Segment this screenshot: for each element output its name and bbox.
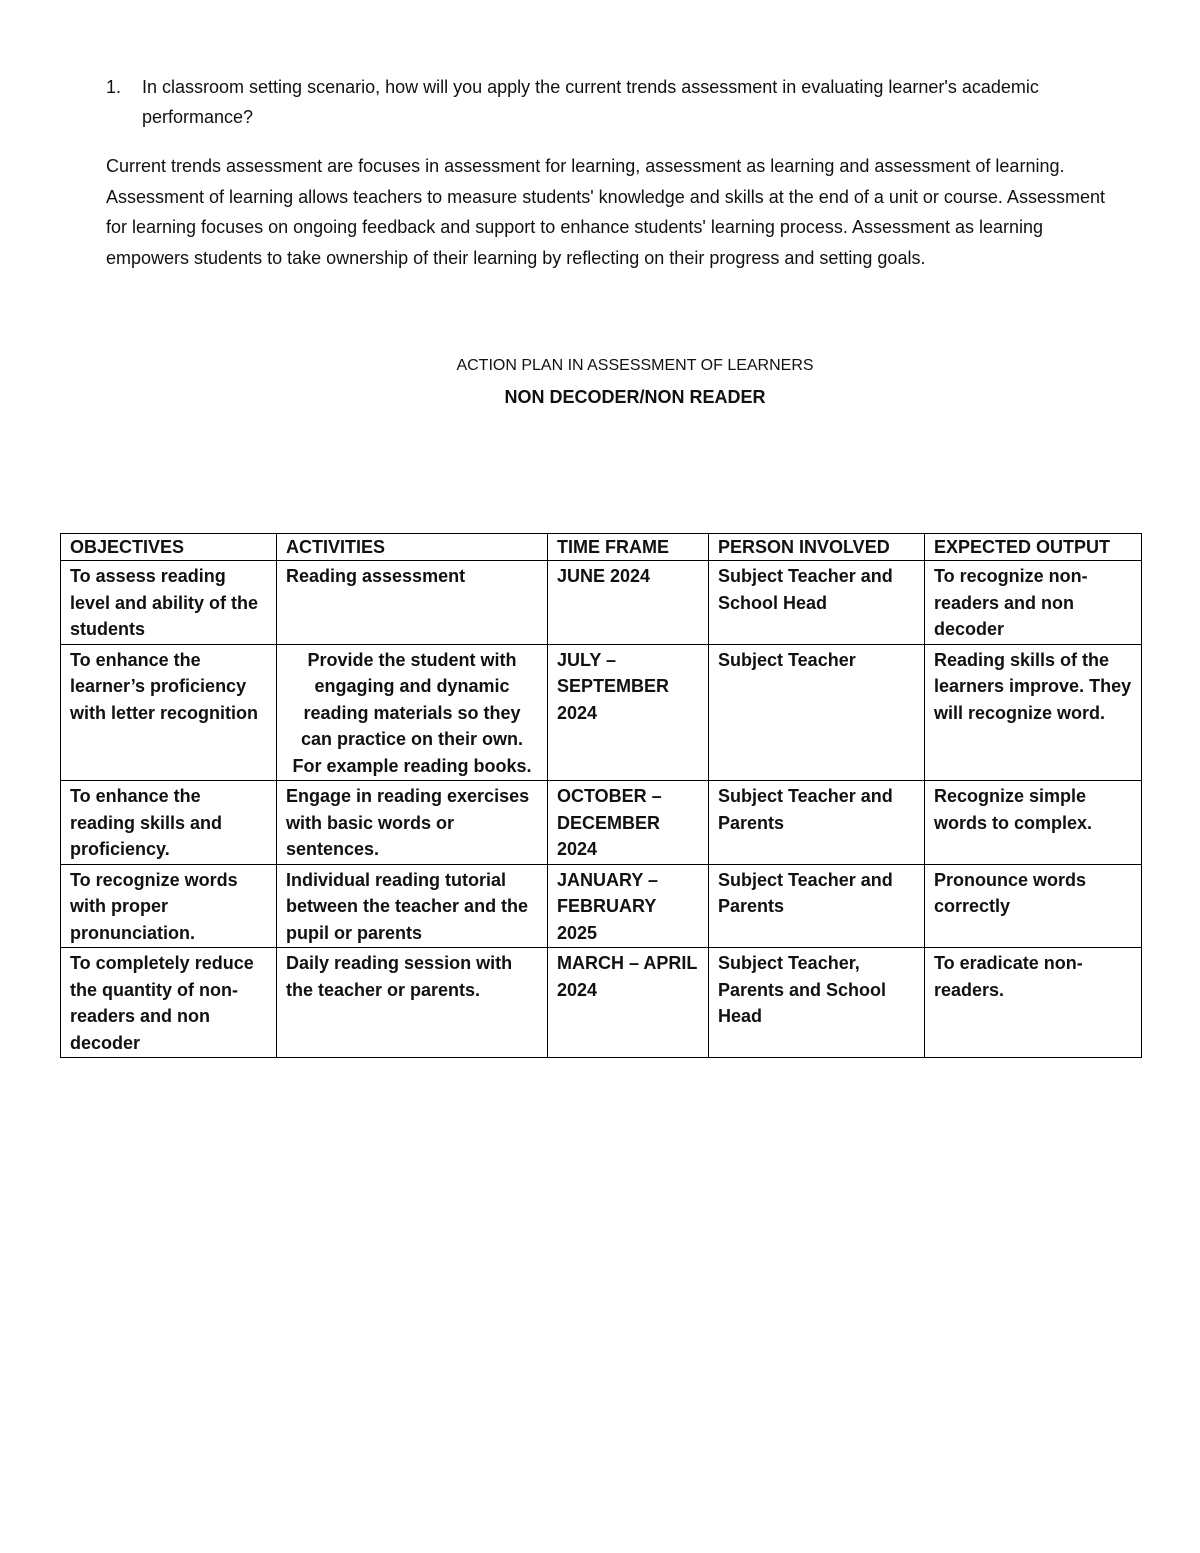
output-cell: Reading skills of the learners improve. They will recognize word. (925, 644, 1142, 781)
activity-cell: Individual reading tutorial between the teacher and the pupil or parents (277, 864, 548, 948)
header-objectives: OBJECTIVES (61, 534, 277, 561)
question-text: In classroom setting scenario, how will you apply the current trends assessment in evaluating learner's academic performance? (142, 77, 1039, 127)
objective-cell: To recognize words with proper pronunciation. (61, 864, 277, 948)
time-frame-cell: JANUARY – FEBRUARY 2025 (548, 864, 709, 948)
time-frame-cell: MARCH – APRIL 2024 (548, 948, 709, 1058)
output-cell: To eradicate non-readers. (925, 948, 1142, 1058)
person-cell: Subject Teacher, Parents and School Head (709, 948, 925, 1058)
output-cell: Pronounce words correctly (925, 864, 1142, 948)
output-cell: To recognize non-readers and non decoder (925, 561, 1142, 645)
header-person-involved: PERSON INVOLVED (709, 534, 925, 561)
table-row (61, 948, 1142, 1058)
header-expected-output: EXPECTED OUTPUT (925, 534, 1142, 561)
objective-cell: To enhance the learner’s proficiency with letter recognition (61, 644, 277, 781)
table-header-row (61, 534, 1142, 561)
table-row (61, 864, 1142, 948)
person-cell: Subject Teacher and School Head (709, 561, 925, 645)
activity-cell: Reading assessment (277, 561, 548, 645)
time-frame-cell: JULY – SEPTEMBER 2024 (548, 644, 709, 781)
objective-cell: To enhance the reading skills and proficiency. (61, 781, 277, 865)
time-frame-cell: OCTOBER – DECEMBER 2024 (548, 781, 709, 865)
activity-cell: Daily reading session with the teacher or parents. (277, 948, 548, 1058)
person-cell: Subject Teacher (709, 644, 925, 781)
objective-cell: To completely reduce the quantity of non-readers and non decoder (61, 948, 277, 1058)
table-row (61, 561, 1142, 645)
question-number: 1. (106, 77, 122, 97)
objective-cell: To assess reading level and ability of the students (61, 561, 277, 645)
activity-cell: Engage in reading exercises with basic words or sentences. (277, 781, 548, 865)
plan-subtitle: NON DECODER/NON READER (504, 387, 766, 407)
header-activities: ACTIVITIES (277, 534, 548, 561)
activity-cell: Provide the student with engaging and dynamic reading materials so they can practice on their own. For example reading books. (277, 644, 548, 781)
header-time-frame: TIME FRAME (548, 534, 709, 561)
plan-title: ACTION PLAN IN ASSESSMENT OF LEARNERS (456, 357, 814, 374)
output-cell: Recognize simple words to complex. (925, 781, 1142, 865)
action-plan-table (60, 533, 1142, 1058)
answer-paragraph: Current trends assessment are focuses in assessment for learning, assessment as learning and assessment of learning. Assessment of learning allows teachers to measure students' knowledge and skills at the end of a unit or course. Assessment for learning focuses on ongoing feedback and support to enhance students' learning process. Assessment as learning empowers students to take ownership of their learning by reflecting on their progress and setting goals. (106, 156, 1105, 268)
table-row (61, 781, 1142, 865)
question-item (106, 72, 1136, 132)
table-row (61, 644, 1142, 781)
person-cell: Subject Teacher and Parents (709, 781, 925, 865)
person-cell: Subject Teacher and Parents (709, 864, 925, 948)
time-frame-cell: JUNE 2024 (548, 561, 709, 645)
